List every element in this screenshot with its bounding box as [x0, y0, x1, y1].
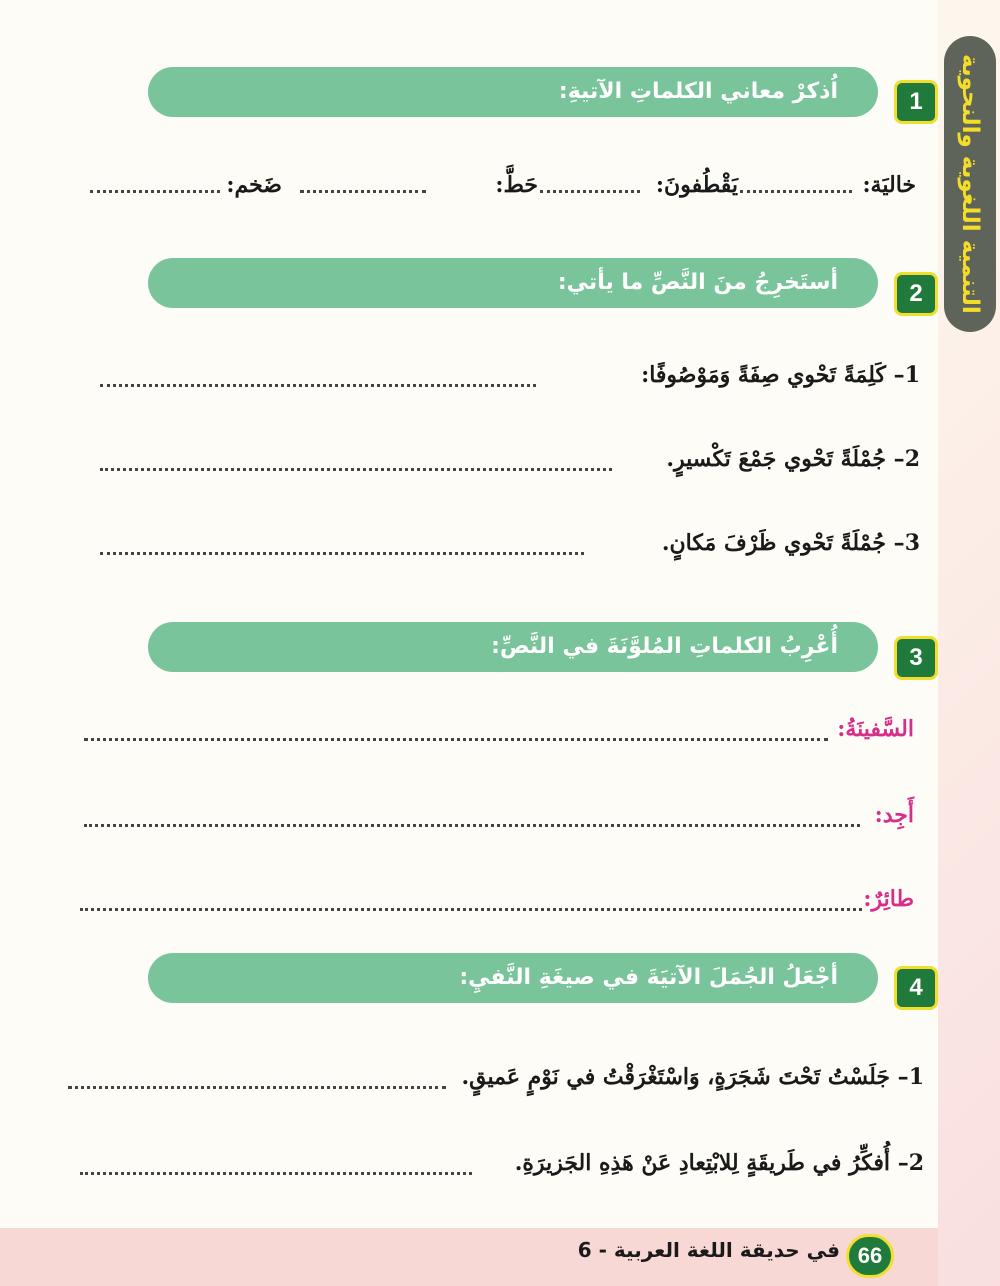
section-2-title: أستَخرِجُ منَ النَّصِّ ما يأتي:	[557, 270, 838, 295]
page-number-badge: 66	[846, 1234, 894, 1278]
answer-line[interactable]	[100, 552, 584, 555]
answer-line[interactable]	[90, 190, 220, 193]
section-4-title: أجْعَلُ الجُمَلَ الآتيَةَ في صيغَةِ النَّفيِ:	[459, 965, 838, 990]
negate-item-2: 2– أُفكِّرُ في طَريقَةٍ لِلابْتِعادِ عَنْ هَذِهِ الجَزيرَةِ.	[514, 1150, 924, 1176]
answer-line[interactable]	[80, 908, 862, 911]
word-khaliya: خاليَة:	[862, 172, 916, 198]
extract-item-1: 1– كَلِمَةً تَحْوي صِفَةً وَمَوْصُوفًا:	[641, 362, 920, 388]
answer-line[interactable]	[84, 824, 860, 827]
section-1-banner	[148, 67, 878, 117]
section-3-title: أُعْرِبُ الكلماتِ المُلوَّنَةَ في النَّصِّ:	[491, 634, 838, 659]
parse-word-tair: طائِرٌ:	[863, 886, 914, 912]
section-4-number: 4	[894, 966, 938, 1010]
parse-word-safina: السَّفينَةُ:	[837, 716, 914, 742]
extract-item-2: 2– جُمْلَةً تَحْوي جَمْعَ تَكْسيرٍ.	[666, 446, 920, 472]
book-title: في حديقة اللغة العربية - 6	[577, 1238, 840, 1262]
answer-line[interactable]	[100, 468, 612, 471]
word-hatta: حَطَّ:	[495, 172, 538, 198]
word-dakhm: ضَخم:	[226, 172, 282, 198]
section-1-number: 1	[894, 80, 938, 124]
negate-item-1: 1– جَلَسْتُ تَحْتَ شَجَرَةٍ، وَاسْتَغْرَقْتُ في نَوْمٍ عَميقٍ.	[461, 1064, 924, 1090]
answer-line[interactable]	[300, 190, 426, 193]
section-3-number: 3	[894, 636, 938, 680]
section-3-banner	[148, 622, 878, 672]
answer-line[interactable]	[100, 384, 536, 387]
answer-line[interactable]	[740, 190, 852, 193]
extract-item-3: 3– جُمْلَةً تَحْوي ظَرْفَ مَكانٍ.	[661, 530, 920, 556]
parse-word-ajid: أَجِد:	[874, 802, 914, 828]
section-1-title: اُذكرْ معاني الكلماتِ الآتيةِ:	[558, 79, 838, 104]
answer-line[interactable]	[540, 190, 640, 193]
section-4-banner	[148, 953, 878, 1003]
section-2-number: 2	[894, 272, 938, 316]
answer-line[interactable]	[68, 1086, 446, 1089]
answer-line[interactable]	[80, 1172, 472, 1175]
chapter-side-tab	[944, 36, 996, 332]
word-yaqtufun: يَقْطُفونَ:	[655, 172, 738, 198]
section-2-banner	[148, 258, 878, 308]
answer-line[interactable]	[84, 738, 828, 741]
chapter-side-tab-label: التنمية اللغوية والنحوية	[957, 54, 983, 314]
